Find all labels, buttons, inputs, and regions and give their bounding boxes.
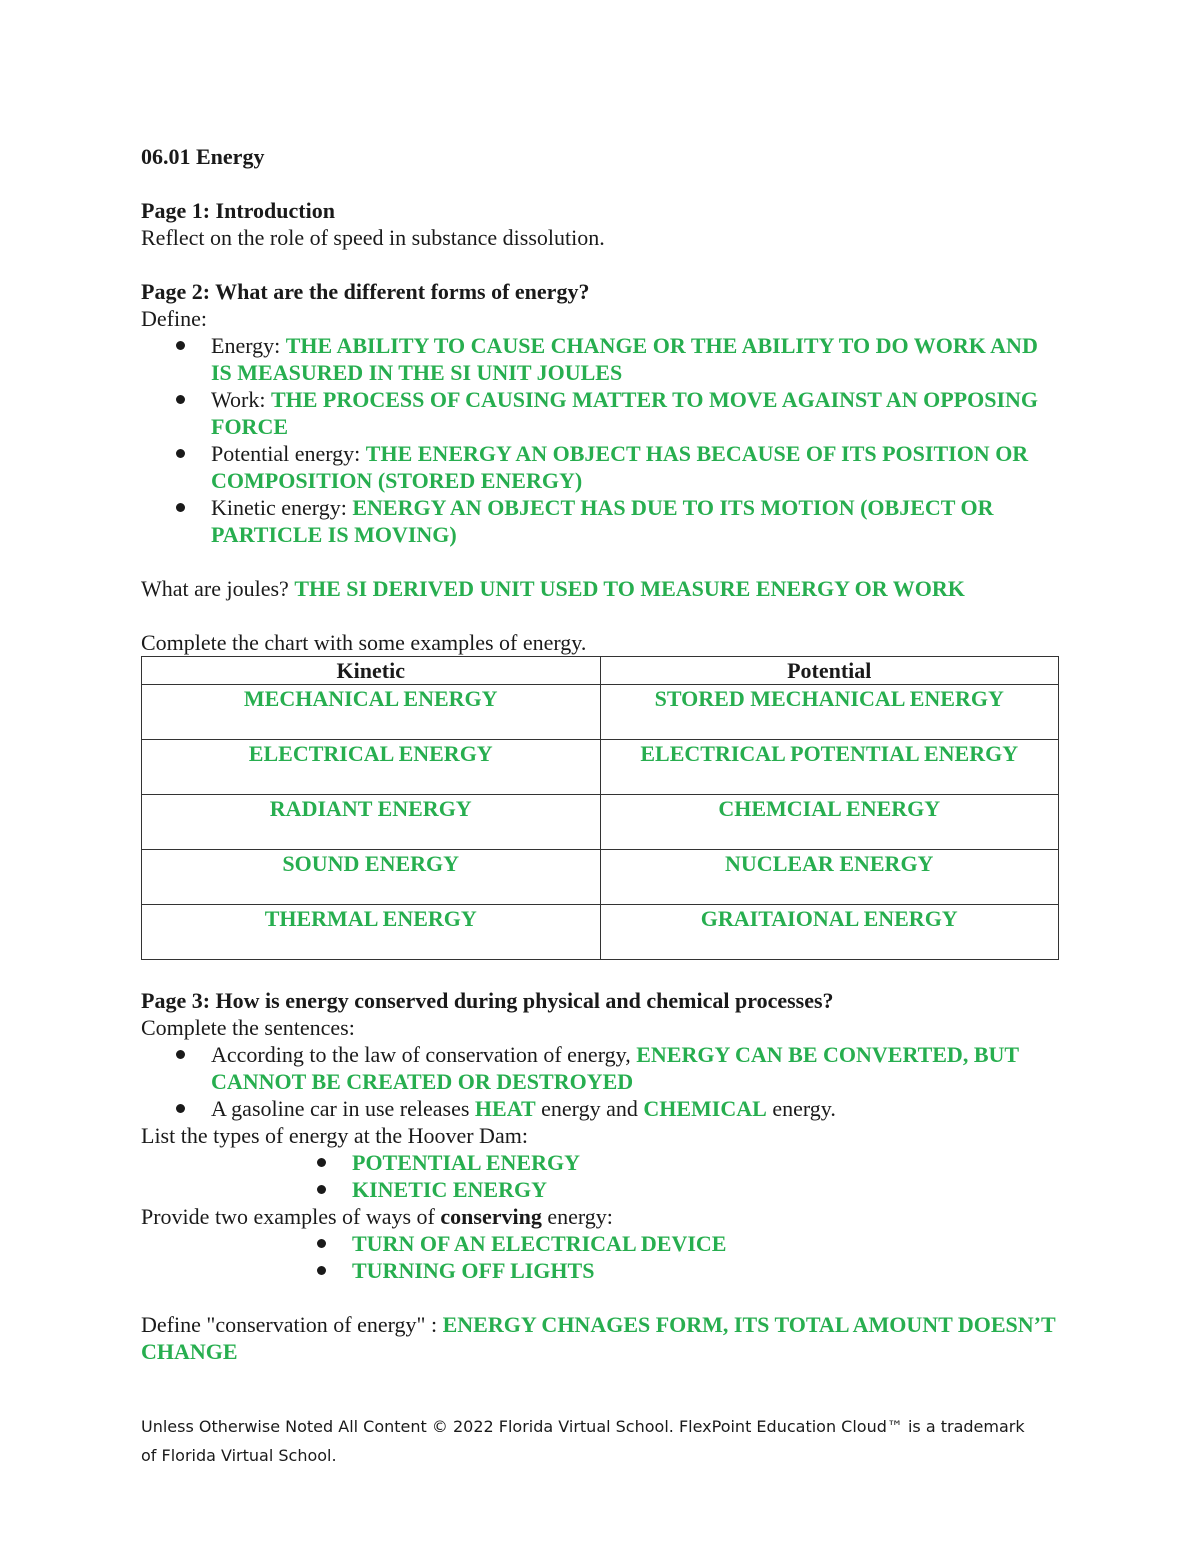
table-cell: RADIANT ENERGY <box>142 795 601 850</box>
sentence-text: energy. <box>772 1096 836 1121</box>
conserving-bold: conserving <box>440 1204 542 1229</box>
table-cell: NUCLEAR ENERGY <box>600 850 1059 905</box>
joules-answer: THE SI DERIVED UNIT USED TO MEASURE ENERGY OR WORK <box>294 576 965 601</box>
define-conservation <box>141 1311 1059 1365</box>
list-item: TURNING OFF LIGHTS <box>141 1257 1059 1284</box>
define-conservation-answer: ENERGY CHNAGES FORM, ITS TOTAL AMOUNT DOESN’T CHANGE <box>141 1312 1056 1364</box>
joules-question-text: What are joules? <box>141 576 289 601</box>
conserving-list <box>141 1230 1059 1284</box>
define-conservation-question: Define "conservation of energy" : <box>141 1312 438 1337</box>
conserving-prefix: Provide two examples of ways of <box>141 1204 435 1229</box>
sentence-gasoline-car <box>141 1095 1059 1122</box>
table-cell: CHEMCIAL ENERGY <box>600 795 1059 850</box>
sentence-answer-chemical: CHEMICAL <box>643 1096 767 1121</box>
sentence-conservation-law <box>141 1041 1059 1095</box>
hoover-dam-list <box>141 1149 1059 1203</box>
table-cell: MECHANICAL ENERGY <box>142 685 601 740</box>
list-item: POTENTIAL ENERGY <box>141 1149 1059 1176</box>
definition-answer: THE ENERGY AN OBJECT HAS BECAUSE OF ITS POSITION OR COMPOSITION (STORED ENERGY) <box>211 441 1029 493</box>
page3-heading: Page 3: How is energy conserved during physical and chemical processes? <box>141 988 834 1013</box>
definition-answer: THE PROCESS OF CAUSING MATTER TO MOVE AGAINST AN OPPOSING FORCE <box>211 387 1039 439</box>
column-header-potential: Potential <box>600 657 1059 685</box>
table-row <box>142 685 1059 740</box>
energy-examples-table <box>141 656 1059 960</box>
table-row <box>142 850 1059 905</box>
conserving-suffix: energy: <box>547 1204 613 1229</box>
definitions-list <box>141 332 1059 548</box>
table-row <box>142 905 1059 960</box>
sentence-answer-heat: HEAT <box>474 1096 536 1121</box>
column-header-kinetic: Kinetic <box>142 657 601 685</box>
sentence-text: According to the law of conservation of energy, <box>211 1042 631 1067</box>
sentence-text: energy and <box>541 1096 638 1121</box>
definition-work <box>141 386 1059 440</box>
table-cell: ELECTRICAL ENERGY <box>142 740 601 795</box>
table-row <box>142 740 1059 795</box>
table-cell: STORED MECHANICAL ENERGY <box>600 685 1059 740</box>
list-item: TURN OF AN ELECTRICAL DEVICE <box>141 1230 1059 1257</box>
definition-kinetic-energy <box>141 494 1059 548</box>
table-cell: SOUND ENERGY <box>142 850 601 905</box>
list-item: KINETIC ENERGY <box>141 1176 1059 1203</box>
conserving-label <box>141 1203 1059 1230</box>
definition-term: Work: <box>211 387 266 412</box>
page1-text: Reflect on the role of speed in substance dissolution. <box>141 225 605 250</box>
joules-question <box>141 575 1059 602</box>
hoover-dam-label: List the types of energy at the Hoover Dam: <box>141 1123 528 1148</box>
define-label: Define: <box>141 306 207 331</box>
table-cell: THERMAL ENERGY <box>142 905 601 960</box>
page2-heading: Page 2: What are the different forms of energy? <box>141 279 590 304</box>
complete-sentences-label: Complete the sentences: <box>141 1015 355 1040</box>
definition-term: Kinetic energy: <box>211 495 347 520</box>
document-page <box>141 143 1059 1365</box>
definition-answer: ENERGY AN OBJECT HAS DUE TO ITS MOTION (OBJECT OR PARTICLE IS MOVING) <box>211 495 994 547</box>
table-header-row <box>142 657 1059 685</box>
copyright-footer: Unless Otherwise Noted All Content © 2022 Florida Virtual School. FlexPoint Education Cloud™ is a trademark of Florida Virtual School. <box>141 1417 1025 1465</box>
document-title: 06.01 Energy <box>141 144 265 169</box>
table-row <box>142 795 1059 850</box>
chart-prompt: Complete the chart with some examples of energy. <box>141 630 587 655</box>
table-cell: ELECTRICAL POTENTIAL ENERGY <box>600 740 1059 795</box>
sentences-list <box>141 1041 1059 1122</box>
definition-term: Potential energy: <box>211 441 361 466</box>
definition-answer: THE ABILITY TO CAUSE CHANGE OR THE ABILITY TO DO WORK AND IS MEASURED IN THE SI UNIT JOULES <box>211 333 1038 385</box>
definition-potential-energy <box>141 440 1059 494</box>
sentence-answer: ENERGY CAN BE CONVERTED, BUT CANNOT BE CREATED OR DESTROYED <box>211 1042 1019 1094</box>
table-cell: GRAITAIONAL ENERGY <box>600 905 1059 960</box>
definition-term: Energy: <box>211 333 281 358</box>
definition-energy <box>141 332 1059 386</box>
page1-heading: Page 1: Introduction <box>141 198 335 223</box>
sentence-text: A gasoline car in use releases <box>211 1096 470 1121</box>
